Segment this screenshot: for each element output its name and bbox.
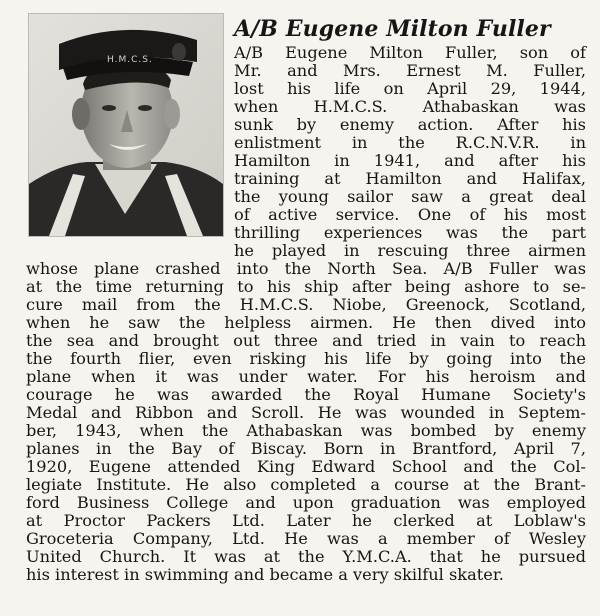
body-line: Mr. and Mrs. Ernest M. Fuller,: [234, 61, 586, 80]
cap-ribbon-text: H.M.C.S.: [107, 55, 153, 65]
body-line: Medal and Ribbon and Scroll. He was wounded in Septem-: [26, 403, 586, 422]
body-line: of active service. One of his most: [234, 205, 586, 224]
body-line: thrilling experiences was the part: [234, 223, 586, 242]
body-line: he played in rescuing three airmen: [234, 241, 586, 260]
body-line: Groceteria Company, Ltd. He was a member of Wesley: [26, 529, 586, 548]
body-line: 1920, Eugene attended King Edward School and the Col-: [26, 457, 586, 476]
body-line: at Proctor Packers Ltd. Later he clerked at Loblaw's: [26, 511, 586, 530]
body-line: planes in the Bay of Biscay. Born in Brantford, April 7,: [26, 439, 586, 458]
body-line: when he saw the helpless airmen. He then dived into: [26, 313, 586, 332]
portrait-image: [29, 14, 223, 236]
body-line: at the time returning to his ship after being ashore to se-: [26, 277, 586, 296]
body-line: his interest in swimming and became a very skilful skater.: [26, 565, 504, 584]
article-title: A/B Eugene Milton Fuller: [234, 16, 551, 42]
body-line: Hamilton in 1941, and after his: [234, 151, 586, 170]
body-line: enlistment in the R.C.N.V.R. in: [234, 133, 586, 152]
body-line: training at Hamilton and Halifax,: [234, 169, 586, 188]
sailor-portrait-photo: [28, 13, 224, 237]
body-line: whose plane crashed into the North Sea. A/B Fuller was: [26, 259, 586, 278]
body-line: sunk by enemy action. After his: [234, 115, 586, 134]
body-line: the sea and brought out three and tried in vain to reach: [26, 331, 586, 350]
body-line: legiate Institute. He also completed a course at the Brant-: [26, 475, 586, 494]
body-line: lost his life on April 29, 1944,: [234, 79, 586, 98]
body-line: A/B Eugene Milton Fuller, son of: [234, 43, 586, 62]
body-line: ber, 1943, when the Athabaskan was bombed by enemy: [26, 421, 586, 440]
body-line: courage he was awarded the Royal Humane Society's: [26, 385, 586, 404]
body-line: when H.M.C.S. Athabaskan was: [234, 97, 586, 116]
body-line: plane when it was under water. For his heroism and: [26, 367, 586, 386]
body-line: United Church. It was at the Y.M.C.A. that he pursued: [26, 547, 586, 566]
body-line: cure mail from the H.M.C.S. Niobe, Greenock, Scotland,: [26, 295, 586, 314]
body-line: ford Business College and upon graduation was employed: [26, 493, 586, 512]
body-line: the fourth flier, even risking his life by going into the: [26, 349, 586, 368]
body-line: the young sailor saw a great deal: [234, 187, 586, 206]
